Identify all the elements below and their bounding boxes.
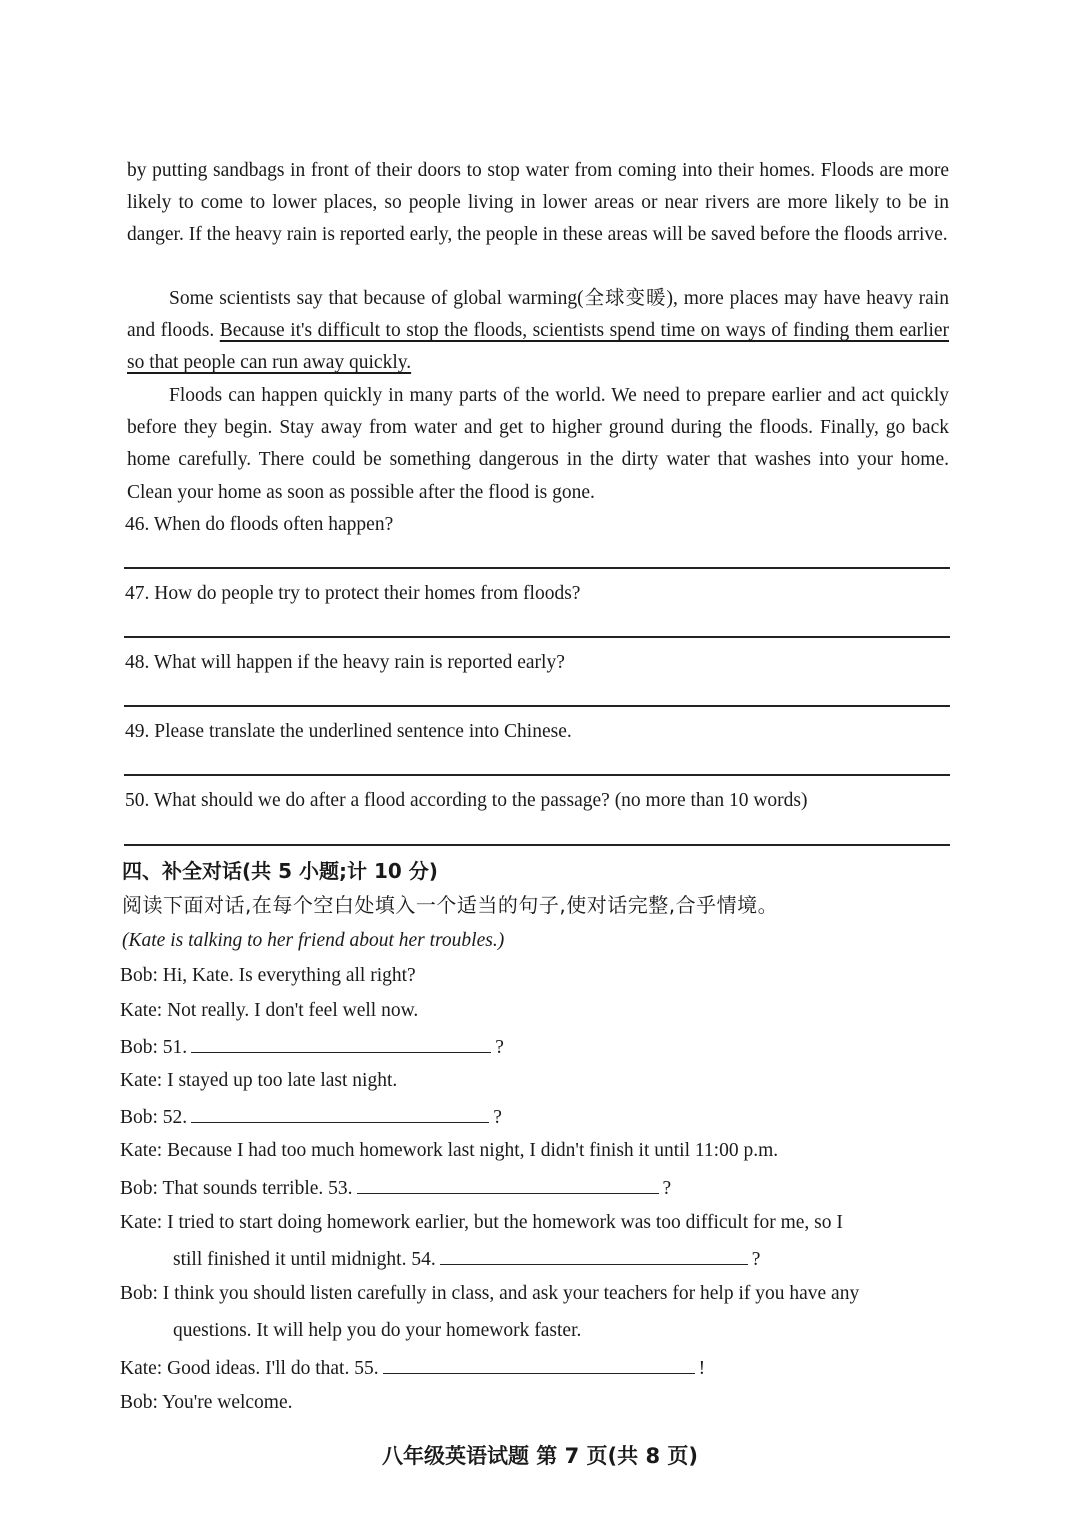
blank-54[interactable]: [440, 1244, 748, 1265]
dialogue-line-10: [120, 1353, 705, 1383]
answer-line-46[interactable]: [124, 567, 950, 569]
passage-paragraph-2-text: Some scientists say that because of global warming(全球变暖), more places may have heavy rain and floods.: [127, 288, 949, 342]
blank-52[interactable]: [191, 1102, 489, 1123]
question-50: 50. What should we do after a flood according to the passage? (no more than 10 words): [125, 790, 808, 811]
answer-line-47[interactable]: [124, 636, 950, 638]
dialogue-line-8-cont-text: still finished it until midnight. 54.: [173, 1249, 436, 1270]
dialogue-line-3: [120, 1032, 504, 1062]
question-48: 48. What will happen if the heavy rain is reported early?: [125, 652, 565, 673]
page-footer: 八年级英语试题 第 7 页(共 8 页): [382, 1444, 698, 1468]
dialogue-line-7: [120, 1173, 671, 1203]
dialogue-line-4: Kate: I stayed up too late last night.: [120, 1070, 398, 1091]
dialogue-line-7-text: Bob: That sounds terrible. 53.: [120, 1178, 353, 1199]
answer-line-48[interactable]: [124, 705, 950, 707]
dialogue-line-6: Kate: Because I had too much homework last night, I didn't finish it until 11:00 p.m.: [120, 1140, 779, 1161]
dialogue-line-5-end: ?: [493, 1107, 502, 1128]
passage-paragraph-3: Floods can happen quickly in many parts of the world. We need to prepare earlier and act quickly before they begin. Stay away from water and get to higher ground during the floods. Finally, go back home carefully. There could be something dangerous in the dirty water that washes into your home. Clean your home as soon as possible after the flood is gone.: [127, 385, 949, 503]
dialogue-scene: (Kate is talking to her friend about her troubles.): [122, 930, 505, 951]
dialogue-line-3-end: ?: [495, 1037, 504, 1058]
dialogue-line-10-end: !: [698, 1358, 706, 1379]
dialogue-line-11: Bob: You're welcome.: [120, 1392, 293, 1413]
question-47: 47. How do people try to protect their homes from floods?: [125, 583, 581, 604]
dialogue-line-8-cont: [173, 1244, 760, 1274]
dialogue-line-8: Kate: I tried to start doing homework earlier, but the homework was too difficult for me, so I: [120, 1212, 843, 1233]
underlined-sentence: Because it's difficult to stop the floods, scientists spend time on ways of finding them earlier so that people can run away quickly.: [127, 320, 950, 374]
dialogue-line-9: Bob: I think you should listen carefully in class, and ask your teachers for help if you have any: [120, 1283, 860, 1304]
answer-line-50[interactable]: [124, 844, 950, 846]
blank-53[interactable]: [357, 1173, 659, 1194]
passage-paragraph-1: by putting sandbags in front of their doors to stop water from coming into their homes. Floods are more likely to come to lower places, so people living in lower areas or near rivers are more likely to be in danger. If the heavy rain is reported early, the people in these areas will be saved before the floods arrive.: [127, 160, 949, 246]
dialogue-line-9-cont: questions. It will help you do your homework faster.: [173, 1320, 582, 1341]
blank-55[interactable]: [383, 1353, 695, 1374]
dialogue-line-7-end: ?: [662, 1178, 672, 1199]
section-instruction: 阅读下面对话,在每个空白处填入一个适当的句子,使对话完整,合乎情境。: [122, 893, 779, 917]
dialogue-line-10-text: Kate: Good ideas. I'll do that. 55.: [120, 1358, 379, 1379]
dialogue-line-5: [120, 1102, 502, 1132]
blank-51[interactable]: [191, 1032, 491, 1053]
dialogue-line-5-text: Bob: 52.: [120, 1107, 188, 1128]
passage-paragraph-2: [127, 283, 949, 380]
question-49: 49. Please translate the underlined sentence into Chinese.: [125, 721, 572, 742]
dialogue-line-3-text: Bob: 51.: [120, 1037, 188, 1058]
dialogue-line-8-cont-end: ?: [751, 1249, 761, 1270]
dialogue-line-1: Bob: Hi, Kate. Is everything all right?: [120, 965, 416, 986]
dialogue-line-2: Kate: Not really. I don't feel well now.: [120, 1000, 419, 1021]
question-46: 46. When do floods often happen?: [125, 514, 394, 535]
section-title: 四、补全对话(共 5 小题;计 10 分): [122, 859, 438, 883]
answer-line-49[interactable]: [124, 774, 950, 776]
